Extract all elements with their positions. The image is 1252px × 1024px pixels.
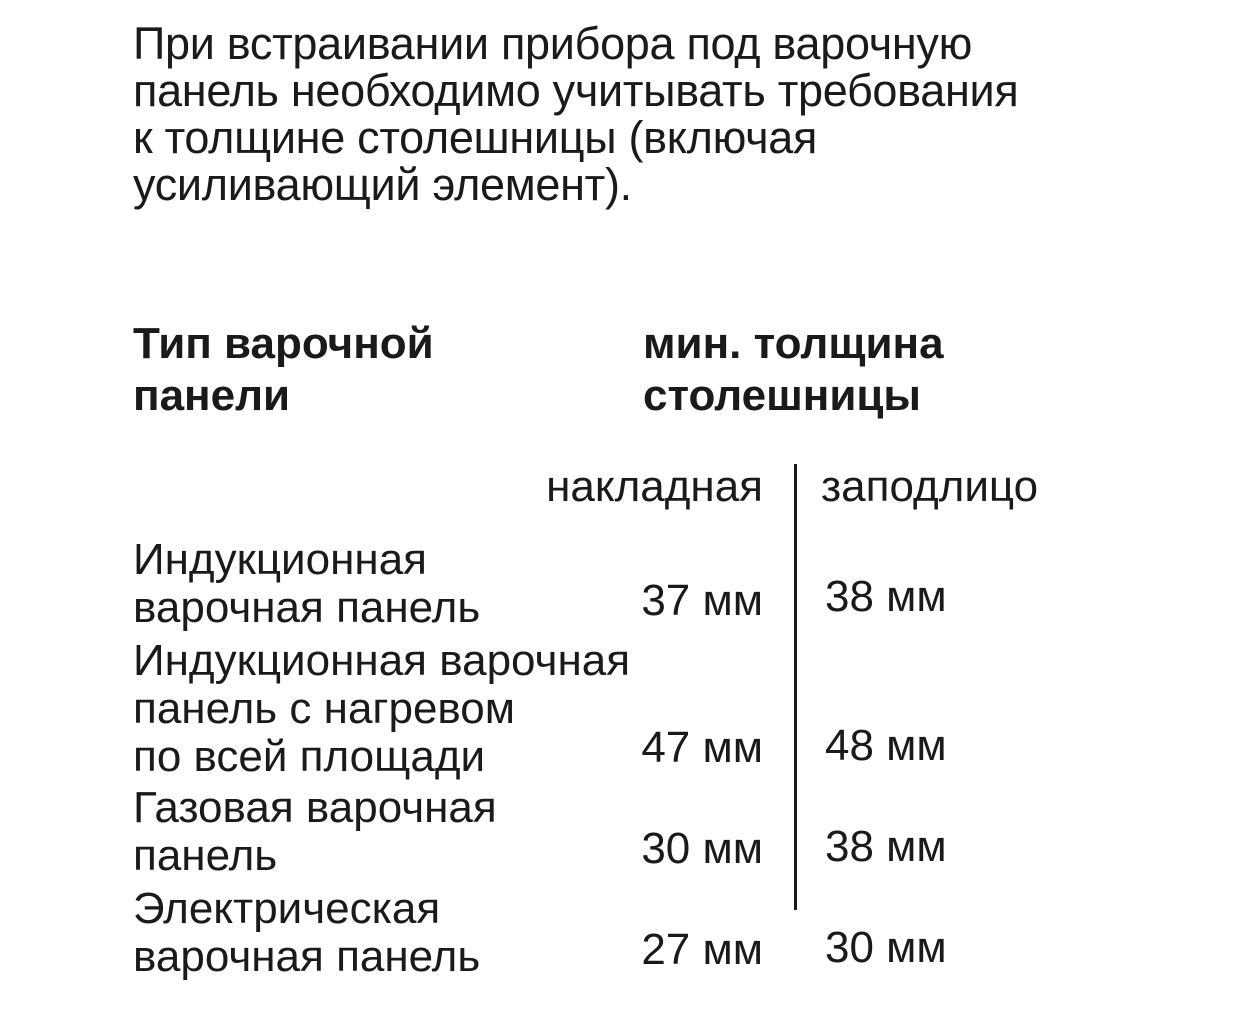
row-label-line: по всей площади xyxy=(133,732,486,781)
intro-line: При встраивании прибора под варочную xyxy=(133,18,973,69)
value-flush: 38 мм xyxy=(825,572,947,621)
value-overlay: 47 мм xyxy=(641,723,763,772)
row-label xyxy=(133,637,630,781)
column-divider xyxy=(794,464,797,910)
value-flush: 48 мм xyxy=(825,721,947,770)
value-overlay: 37 мм xyxy=(641,576,763,625)
row-label-line: Индукционная варочная xyxy=(133,636,631,685)
column-header-line: мин. толщина xyxy=(643,319,944,368)
value-flush: 38 мм xyxy=(825,822,947,871)
value-overlay: 30 мм xyxy=(641,824,763,873)
row-label xyxy=(133,536,480,632)
subheader-overlay: накладная xyxy=(546,462,763,511)
subheader-flush: заподлицо xyxy=(821,462,1039,511)
column-header-line: столешницы xyxy=(643,371,921,420)
row-label xyxy=(133,784,497,880)
row-label-line: Индукционная xyxy=(133,535,427,584)
intro-line: усиливающий элемент). xyxy=(133,159,632,210)
row-label-line: панель с нагревом xyxy=(133,684,516,733)
value-overlay: 27 мм xyxy=(641,925,763,974)
intro-line: панель необходимо учитывать требования xyxy=(133,65,1019,116)
intro-paragraph xyxy=(133,20,1133,208)
row-label-line: панель xyxy=(133,831,278,880)
row-label-line: варочная панель xyxy=(133,583,481,632)
column-header-line: Тип варочной xyxy=(133,319,434,368)
value-flush: 30 мм xyxy=(825,923,947,972)
row-label-line: Электрическая xyxy=(133,884,441,933)
row-label xyxy=(133,885,480,981)
column-header-hob-type xyxy=(133,318,434,422)
row-label-line: варочная панель xyxy=(133,932,481,981)
intro-line: к толщине столешницы (включая xyxy=(133,112,818,163)
column-header-line: панели xyxy=(133,371,291,420)
row-label-line: Газовая варочная xyxy=(133,783,497,832)
column-header-min-thickness xyxy=(643,318,944,422)
